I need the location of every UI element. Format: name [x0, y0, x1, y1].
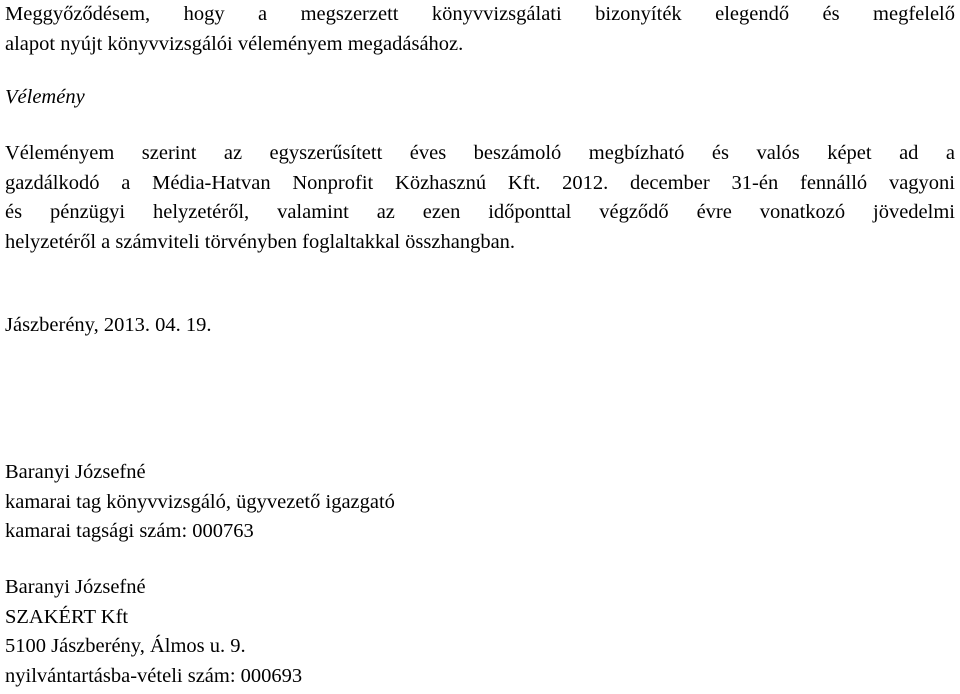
signatory-block: [5, 458, 955, 547]
signatory-chamber-id: kamarai tagsági szám: 000763: [5, 520, 254, 542]
opinion-line-3: és pénzügyi helyzetéről, valamint az ezen időponttal végződő évre vonatkozó jövedelmi: [5, 201, 955, 223]
place-date-text: Jászberény, 2013. 04. 19.: [5, 314, 212, 336]
section-heading: Vélemény: [5, 86, 85, 108]
opinion-paragraph: [5, 139, 955, 257]
firm-person: Baranyi Józsefné: [5, 576, 146, 598]
opinion-line-1: Véleményem szerint az egyszerűsített éves beszámoló megbízható és valós képet ad a: [5, 142, 955, 164]
firm-registration: nyilvántartásba-vételi szám: 000693: [5, 664, 303, 687]
opinion-line-2: gazdálkodó a Média-Hatvan Nonprofit Közhasznú Kft. 2012. december 31-én fennálló vagyoni: [5, 171, 955, 194]
opinion-line-4: helyzetéről a számviteli törvényben foglaltakkal összhangban.: [5, 230, 516, 253]
firm-block: [5, 573, 955, 691]
place-date: [5, 311, 955, 341]
signatory-name: Baranyi Józsefné: [5, 461, 146, 483]
intro-paragraph: [5, 0, 955, 59]
intro-line-1: Meggyőződésem, hogy a megszerzett könyvvizsgálati bizonyíték elegendő és megfelelő: [5, 3, 955, 25]
firm-name: SZAKÉRT Kft: [5, 605, 129, 628]
signatory-role: kamarai tag könyvvizsgáló, ügyvezető igazgató: [5, 490, 395, 513]
firm-address: 5100 Jászberény, Álmos u. 9.: [5, 635, 246, 657]
intro-line-2: alapot nyújt könyvvizsgálói véleményem megadásához.: [5, 32, 464, 55]
